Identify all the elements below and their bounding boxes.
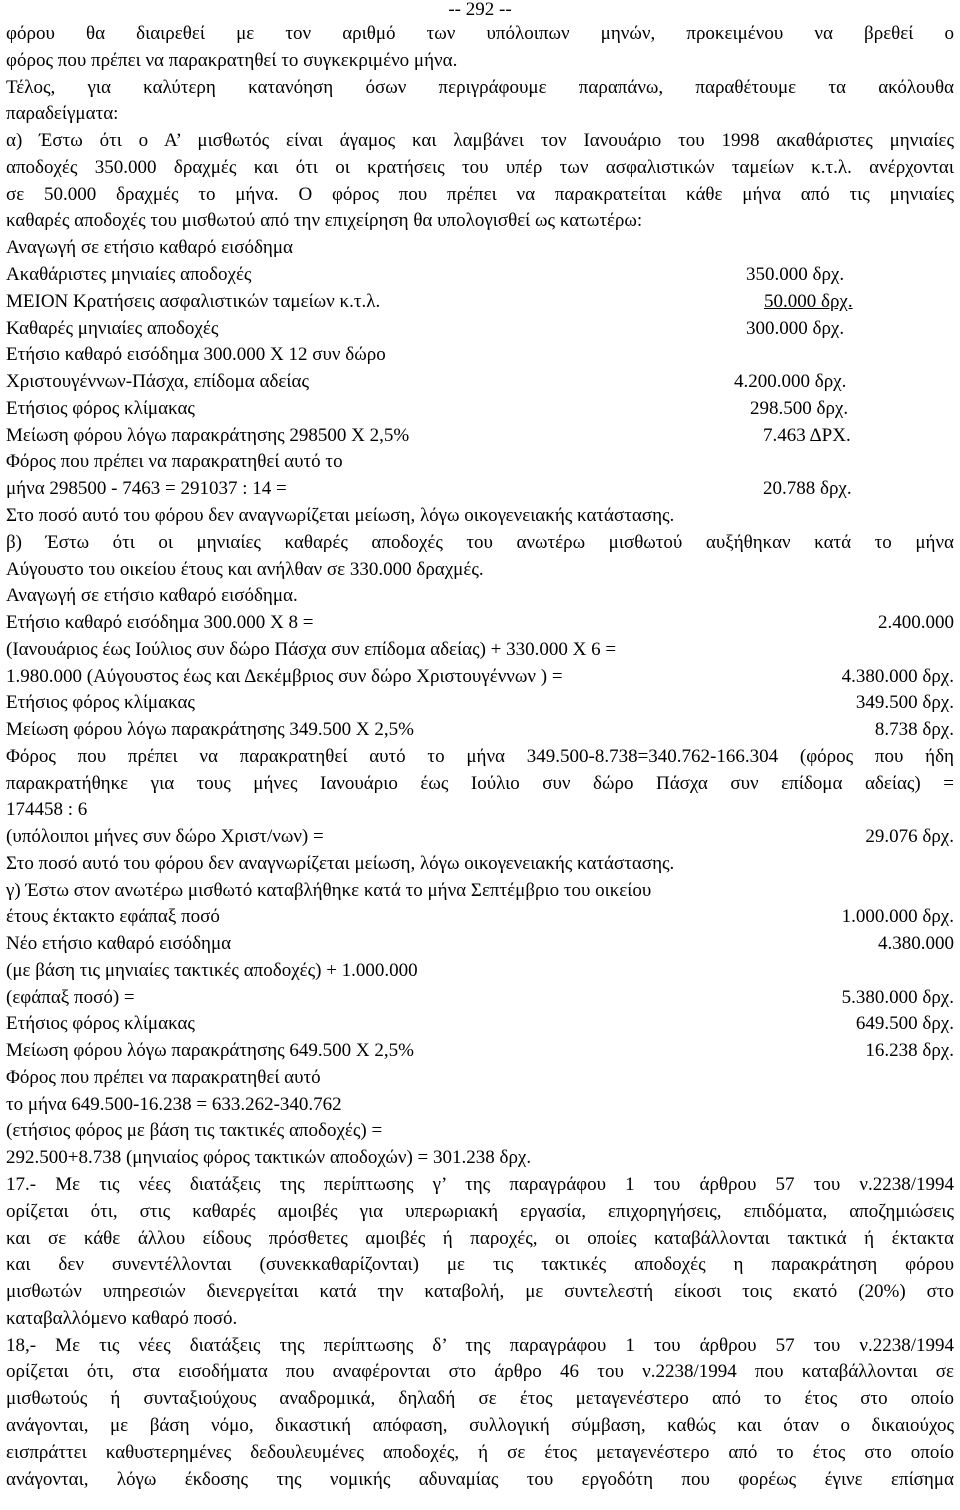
line-text: μισθωτούς ή συνταξιούχους αναδρομικά, δηλαδή σε έτος μεταγενέστερο από το έτος στο οποίο <box>6 1388 954 1409</box>
line-text: 1.980.000 (Αύγουστος έως και Δεκέμβριος συν δώρο Χριστουγέννων ) = <box>6 666 563 687</box>
text-line <box>6 878 954 904</box>
amount-line <box>6 1011 954 1037</box>
line-amount: 4.380.000 δρχ. <box>841 666 954 687</box>
line-text: έτους έκτακτο εφάπαξ ποσό <box>6 906 220 927</box>
amount-line <box>6 262 954 288</box>
text-line <box>6 128 954 154</box>
text-line <box>6 1467 954 1493</box>
text-line <box>6 155 954 181</box>
line-text: Μείωση φόρου λόγω παρακράτησης 649.500 Χ 2,5% <box>6 1040 414 1061</box>
text-line <box>6 503 954 529</box>
line-text: παραδείγματα: <box>6 103 119 124</box>
amount-line <box>6 824 954 850</box>
line-amount: 5.380.000 δρχ. <box>841 987 954 1008</box>
line-text: (ετήσιος φόρος με βάση τις τακτικές αποδοχές) = <box>6 1120 383 1141</box>
line-text: Αναγωγή σε ετήσιο καθαρό εισόδημα. <box>6 585 298 606</box>
line-text: ορίζεται ότι, στις καθαρές αμοιβές για υπερωριακή εργασία, επιχορηγήσεις, επιδόματα, αποζημιώσεις <box>6 1201 954 1222</box>
line-text: Αύγουστο του οικείου έτους και ανήλθαν σε 330.000 δραχμές. <box>6 559 484 580</box>
line-text: ορίζεται ότι, στα εισοδήματα που αναφέρονται στο άρθρο 46 του ν.2238/1994 που καταβάλλονται σε <box>6 1361 954 1382</box>
line-text: Ετήσιος φόρος κλίμακας <box>6 398 195 419</box>
text-line <box>6 1145 954 1171</box>
amount-line <box>6 369 954 395</box>
line-text: Ακαθάριστες μηνιαίες αποδοχές <box>6 264 252 285</box>
amount-line <box>6 476 954 502</box>
line-text: (Ιανουάριος έως Ιούλιος συν δώρο Πάσχα συν επίδομα αδείας) + 330.000 Χ 6 = <box>6 639 617 660</box>
line-text: Φόρος που πρέπει να παρακρατηθεί αυτό το μήνα 349.500-8.738=340.762-166.304 (φόρος που ήδη <box>6 746 954 767</box>
line-text: εισπράττει καθυστερημένες δεδουλευμένες αποδοχές, ή σε έτος μεταγενέστερο από το έτος στο οποίο <box>6 1442 954 1463</box>
line-text: β) Έστω ότι οι μηνιαίες καθαρές αποδοχές του ανωτέρω μισθωτού αυξήθηκαν κατά το μήνα <box>6 532 954 553</box>
line-text: και σε κάθε άλλου είδους πρόσθετες αμοιβές ή παροχές, οι οποίες καταβάλλονται τακτικά ή έκτακτα <box>6 1228 954 1249</box>
line-text: ανάγονται, λόγω έκδοσης της νομικής αδυναμίας του εργοδότη που φορέως έγινε επίσημα <box>6 1469 954 1490</box>
line-text: 17.- Με τις νέες διατάξεις της περίπτωσης γ’ της παραγράφου 1 του άρθρου 57 του ν.2238/1994 <box>6 1174 954 1195</box>
line-text: αποδοχές 350.000 δραχμές και ότι οι κρατήσεις του υπέρ των ασφαλιστικών ταμείων κ.τ.λ. ανέρχονται <box>6 157 954 178</box>
line-text: (με βάση τις μηνιαίες τακτικές αποδοχές) + 1.000.000 <box>6 960 418 981</box>
text-line <box>6 1306 954 1332</box>
text-line <box>6 449 954 475</box>
line-text: ΜΕΙΟΝ Κρατήσεις ασφαλιστικών ταμείων κ.τ.λ. <box>6 291 381 312</box>
text-line <box>6 771 954 797</box>
text-line <box>6 1359 954 1385</box>
amount-line <box>6 690 954 716</box>
text-line <box>6 235 954 261</box>
line-amount: 16.238 δρχ. <box>865 1040 954 1061</box>
amount-line <box>6 664 954 690</box>
text-line <box>6 797 954 823</box>
amount-line <box>6 423 954 449</box>
text-line <box>6 530 954 556</box>
line-text: Στο ποσό αυτό του φόρου δεν αναγνωρίζεται μείωση, λόγω οικογενειακής κατάστασης. <box>6 505 675 526</box>
line-amount: 2.400.000 <box>878 612 954 633</box>
line-amount: 649.500 δρχ. <box>855 1013 954 1034</box>
text-line <box>6 21 954 47</box>
line-text: Καθαρές μηνιαίες αποδοχές <box>6 318 219 339</box>
line-text: Φόρος που πρέπει να παρακρατηθεί αυτό το <box>6 451 343 472</box>
text-line <box>6 1226 954 1252</box>
line-amount: 8.738 δρχ. <box>874 719 954 740</box>
text-line <box>6 583 954 609</box>
text-line <box>6 851 954 877</box>
text-line <box>6 1199 954 1225</box>
line-text: Αναγωγή σε ετήσιο καθαρό εισόδημα <box>6 237 293 258</box>
text-line <box>6 1172 954 1198</box>
line-text: φόρου θα διαιρεθεί με τον αριθμό των υπόλοιπων μηνών, προκειμένου να βρεθεί ο <box>6 23 954 44</box>
amount-line <box>6 931 954 957</box>
line-text: α) Έστω ότι ο Α’ μισθωτός είναι άγαμος και λαμβάνει τον Ιανουάριο του 1998 ακαθάριστες μηνιαίες <box>6 130 954 151</box>
text-line <box>6 101 954 127</box>
text-line <box>6 342 954 368</box>
line-text: Χριστουγέννων-Πάσχα, επίδομα αδείας <box>6 371 309 392</box>
line-text: Μείωση φόρου λόγω παρακράτησης 349.500 Χ 2,5% <box>6 719 414 740</box>
line-amount: 7.463 ΔΡΧ. <box>763 425 851 446</box>
line-text: 292.500+8.738 (μηνιαίος φόρος τακτικών αποδοχών) = 301.238 δρχ. <box>6 1147 532 1168</box>
text-line <box>6 744 954 770</box>
line-text: (εφάπαξ ποσό) = <box>6 987 135 1008</box>
line-text: Μείωση φόρου λόγω παρακράτησης 298500 Χ 2,5% <box>6 425 410 446</box>
line-text: Φόρος που πρέπει να παρακρατηθεί αυτό <box>6 1067 321 1088</box>
line-amount: 298.500 δρχ. <box>750 398 849 419</box>
text-line <box>6 75 954 101</box>
text-line <box>6 1092 954 1118</box>
line-amount: 350.000 δρχ. <box>746 264 845 285</box>
text-line <box>6 1413 954 1439</box>
line-text: 174458 : 6 <box>6 799 88 820</box>
line-text: γ) Έστω στον ανωτέρω μισθωτό καταβλήθηκε κατά το μήνα Σεπτέμβριο του οικείου <box>6 880 652 901</box>
line-text: μισθωτών υπηρεσιών διενεργείται κατά την καταβολή, με συντελεστή είκοσι τοις εκατό (20%) στο <box>6 1281 954 1302</box>
line-text: Τέλος, για καλύτερη κατανόηση όσων περιγράφουμε παραπάνω, παραθέτουμε τα ακόλουθα <box>6 77 954 98</box>
page-number: -- 292 -- <box>448 0 512 20</box>
line-text: ανάγονται, με βάση νόμο, δικαστική απόφαση, συλλογική σύμβαση, καθώς και όταν ο δικαιούχος <box>6 1415 954 1436</box>
text-line <box>6 557 954 583</box>
line-amount: 50.000 δρχ. <box>764 291 853 312</box>
text-line <box>6 1065 954 1091</box>
line-text: το μήνα 649.500-16.238 = 633.262-340.762 <box>6 1094 342 1115</box>
line-text: παρακρατήθηκε για τους μήνες Ιανουάριο έως Ιούλιο συν δώρο Πάσχα συν επίδομα αδείας) = <box>6 773 954 794</box>
text-line <box>6 182 954 208</box>
line-text: Νέο ετήσιο καθαρό εισόδημα <box>6 933 232 954</box>
line-amount: 349.500 δρχ. <box>855 692 954 713</box>
line-text: καθαρές αποδοχές του μισθωτού από την επιχείρηση θα υπολογισθεί ως κατωτέρω: <box>6 210 643 231</box>
amount-line <box>6 904 954 930</box>
line-text: μήνα 298500 - 7463 = 291037 : 14 = <box>6 478 287 499</box>
line-text: Ετήσιος φόρος κλίμακας <box>6 692 195 713</box>
text-line <box>6 1440 954 1466</box>
amount-line <box>6 316 954 342</box>
text-line <box>6 1279 954 1305</box>
text-line <box>6 637 954 663</box>
amount-line <box>6 396 954 422</box>
amount-line <box>6 717 954 743</box>
line-amount: 20.788 δρχ. <box>763 478 852 499</box>
text-line <box>6 958 954 984</box>
line-amount: 300.000 δρχ. <box>746 318 845 339</box>
amount-line <box>6 985 954 1011</box>
text-line <box>6 1333 954 1359</box>
line-text: Στο ποσό αυτό του φόρου δεν αναγνωρίζεται μείωση, λόγω οικογενειακής κατάστασης. <box>6 853 675 874</box>
line-amount: 29.076 δρχ. <box>865 826 954 847</box>
line-text: καταβαλλόμενο καθαρό ποσό. <box>6 1308 238 1329</box>
text-line <box>6 1118 954 1144</box>
amount-line <box>6 610 954 636</box>
line-text: και δεν συνεντέλλονται (συνεκκαθαρίζονται) με τις τακτικές αποδοχές η παρακράτηση φόρου <box>6 1254 954 1275</box>
amount-line <box>6 289 954 315</box>
line-text: Ετήσιο καθαρό εισόδημα 300.000 Χ 8 = <box>6 612 314 633</box>
line-amount: 4.380.000 <box>878 933 954 954</box>
line-text: Ετήσιο καθαρό εισόδημα 300.000 Χ 12 συν δώρο <box>6 344 386 365</box>
line-text: Ετήσιος φόρος κλίμακας <box>6 1013 195 1034</box>
line-text: (υπόλοιποι μήνες συν δώρο Χριστ/νων) = <box>6 826 324 847</box>
line-amount: 1.000.000 δρχ. <box>841 906 954 927</box>
line-amount: 4.200.000 δρχ. <box>734 371 847 392</box>
line-text: σε 50.000 δραχμές το μήνα. Ο φόρος που πρέπει να παρακρατείται κάθε μήνα από τις μηνιαίες <box>6 184 954 205</box>
text-line <box>6 1386 954 1412</box>
line-text: φόρος που πρέπει να παρακρατηθεί το συγκεκριμένο μήνα. <box>6 50 458 71</box>
text-line <box>6 208 954 234</box>
text-line <box>6 48 954 74</box>
line-text: 18,- Με τις νέες διατάξεις της περίπτωσης δ’ της παραγράφου 1 του άρθρου 57 του ν.2238/1994 <box>6 1335 954 1356</box>
text-line <box>6 1252 954 1278</box>
amount-line <box>6 1038 954 1064</box>
